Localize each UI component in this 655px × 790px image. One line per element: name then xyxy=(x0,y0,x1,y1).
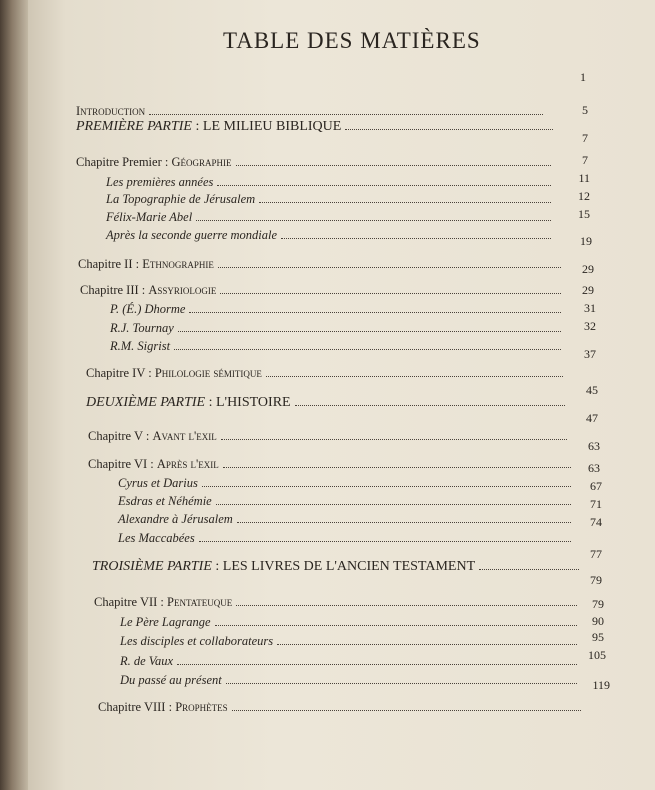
toc-entry-section: Les Maccabées xyxy=(118,531,574,546)
page-number: 11 xyxy=(578,171,590,185)
toc-entry-section: R.J. Tournay xyxy=(110,321,564,336)
toc-entry-section: R. de Vaux xyxy=(120,654,580,669)
toc-entry-part-3: TROISIÈME PARTIE : LES LIVRES DE L'ANCIEN TESTAMENT xyxy=(92,559,582,575)
page-number: 90 xyxy=(592,614,604,628)
page-number: 74 xyxy=(590,515,602,529)
toc-entry-section: Du passé au présent xyxy=(120,673,580,688)
page-number: 12 xyxy=(578,189,590,203)
page-number: 29 xyxy=(582,262,594,276)
toc-entry-part-1: PREMIÈRE PARTIE : LE MILIEU BIBLIQUE xyxy=(76,119,556,135)
page-number: 45 xyxy=(586,383,598,397)
page-number: 31 xyxy=(584,301,596,315)
page-number: 37 xyxy=(584,347,596,361)
toc-entry-section: Le Père Lagrange xyxy=(120,615,580,630)
toc-entry-section: P. (É.) Dhorme xyxy=(110,302,564,317)
book-gutter-shadow xyxy=(0,0,30,790)
toc-entry-chapter-3: Chapitre III : Assyriologie xyxy=(80,283,564,298)
page-number: 79 xyxy=(590,573,602,587)
toc-entry-section: Les disciples et collaborateurs xyxy=(120,634,580,649)
page-number: 77 xyxy=(590,547,602,561)
page-number: 7 xyxy=(582,153,588,167)
page-number: 105 xyxy=(588,648,606,662)
toc-entry-chapter-2: Chapitre II : Ethnographie xyxy=(78,257,564,272)
toc-entry-section: R.M. Sigrist xyxy=(110,339,564,354)
toc-entry-chapter-4: Chapitre IV : Philologie sémitique xyxy=(86,366,566,381)
page-number: 79 xyxy=(592,597,604,611)
page-number: 1 xyxy=(580,70,586,84)
page-number: 19 xyxy=(580,234,592,248)
page-number: 95 xyxy=(592,630,604,644)
book-page xyxy=(28,0,655,790)
page-number: 47 xyxy=(586,411,598,425)
page-number: 71 xyxy=(590,497,602,511)
page-title: TABLE DES MATIÈRES xyxy=(223,28,481,53)
page-number: 15 xyxy=(578,207,590,221)
page-number: 63 xyxy=(588,461,600,475)
toc-entry-section: La Topographie de Jérusalem xyxy=(106,192,554,207)
toc-entry-section: Après la seconde guerre mondiale xyxy=(106,228,554,243)
page-number: 5 xyxy=(582,103,588,117)
page-number: 32 xyxy=(584,319,596,333)
toc-entry-section: Esdras et Néhémie xyxy=(118,494,574,509)
page-number: 63 xyxy=(588,439,600,453)
toc-entry-part-2: DEUXIÈME PARTIE : L'HISTOIRE xyxy=(86,395,568,411)
toc-entry-section: Les premières années xyxy=(106,175,554,190)
toc-entry-introduction: Introduction xyxy=(76,104,546,119)
toc-entry-chapter-6: Chapitre VI : Après l'exil xyxy=(88,457,574,472)
toc-entry-chapter-1: Chapitre Premier : Géographie xyxy=(76,155,554,170)
page-number: 29 xyxy=(582,283,594,297)
toc-entry-chapter-5: Chapitre V : Avant l'exil xyxy=(88,429,570,444)
toc-entry-section: Alexandre à Jérusalem xyxy=(118,512,574,527)
page-number: 119 xyxy=(592,678,610,692)
page-number: 7 xyxy=(582,131,588,145)
toc-entry-section: Cyrus et Darius xyxy=(118,476,574,491)
toc-entry-section: Félix-Marie Abel xyxy=(106,210,554,225)
toc-entry-chapter-8: Chapitre VIII : Prophètes xyxy=(98,700,584,715)
toc-entry-chapter-7: Chapitre VII : Pentateuque xyxy=(94,595,580,610)
page-number: 67 xyxy=(590,479,602,493)
